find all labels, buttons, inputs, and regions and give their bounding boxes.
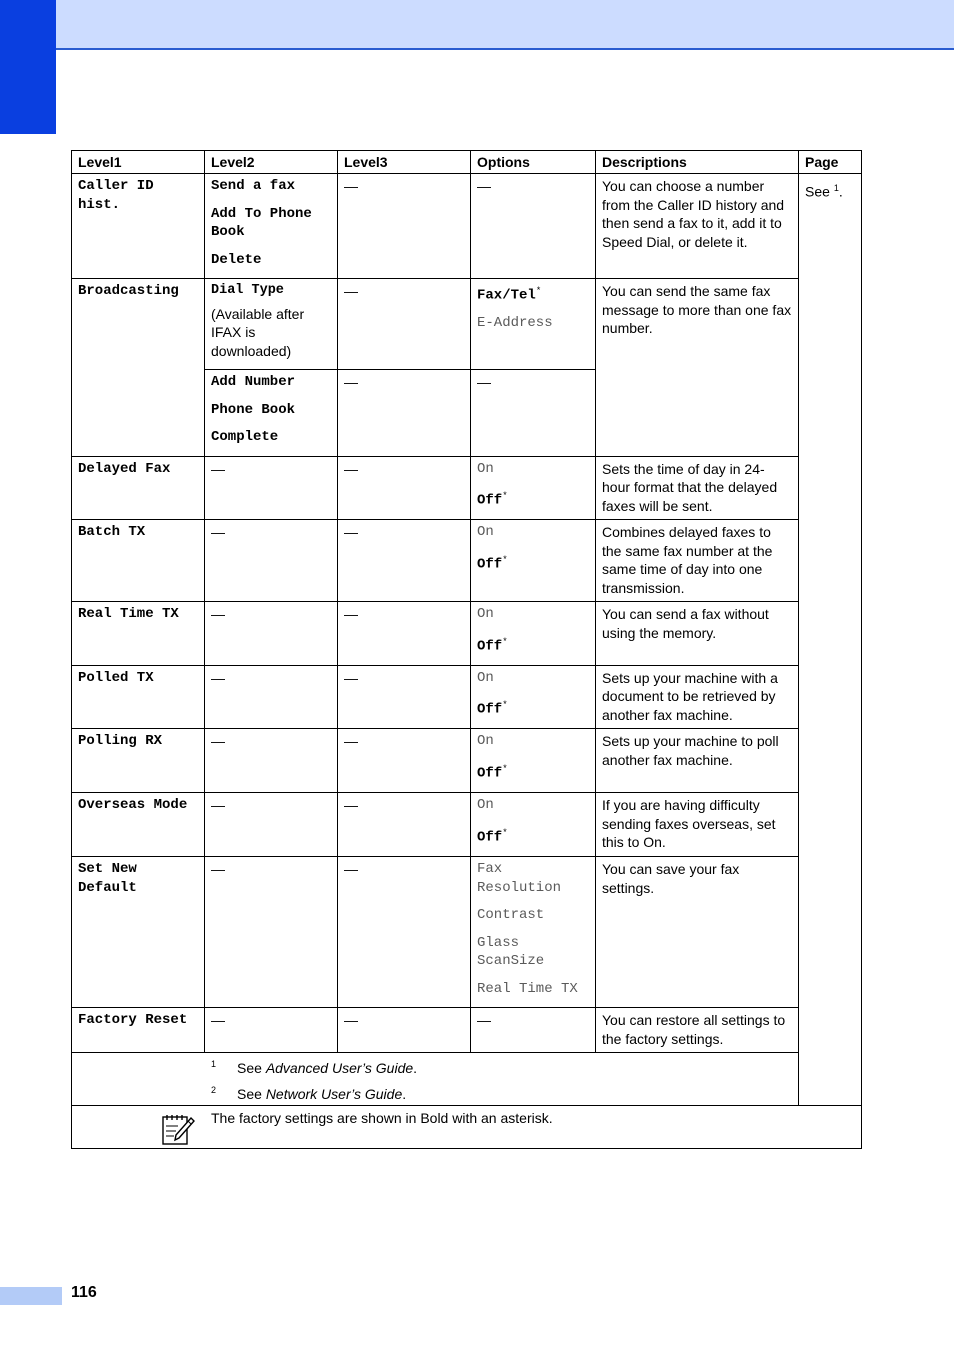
- description-cell: You can restore all settings to the factory settings.: [596, 1008, 799, 1053]
- table-header-row: [72, 151, 862, 174]
- page-cell: [799, 174, 862, 1106]
- option-item: Fax/Tel*: [477, 286, 542, 304]
- header-page: Page: [799, 151, 862, 174]
- level2-item: Delete: [211, 251, 262, 268]
- option-off-default: Off*: [477, 700, 508, 718]
- level1-cell: Batch TX: [72, 520, 205, 602]
- options-cell: —: [471, 370, 596, 457]
- option-on: On: [477, 524, 494, 541]
- option-off-default: Off*: [477, 554, 508, 573]
- option-on: On: [477, 606, 494, 623]
- header-level2: Level2: [205, 151, 338, 174]
- description-cell: Sets up your machine to poll another fax machine.: [596, 729, 799, 793]
- table-row: [72, 729, 862, 793]
- level2-item: Dial Type: [211, 283, 284, 298]
- table-row: [72, 857, 862, 1008]
- note-text: The factory settings are shown in Bold with an asterisk.: [211, 1110, 553, 1127]
- chapter-tab: [0, 0, 56, 134]
- level2-cell: [205, 370, 338, 457]
- note: [72, 1106, 861, 1148]
- level2-item: Add To Phone Book: [211, 205, 312, 240]
- option-off-default: Off*: [477, 491, 508, 509]
- note-row: [72, 1106, 862, 1149]
- fax-settings-table: [71, 150, 862, 1149]
- description-cell: If you are having difficulty sending faxes overseas, set this to On.: [596, 793, 799, 857]
- level3-cell: —: [338, 857, 471, 1008]
- level2-cell: [205, 174, 338, 279]
- page-number: 116: [71, 1284, 97, 1301]
- level1-cell: Polled TX: [72, 665, 205, 729]
- options-cell: —: [471, 174, 596, 279]
- option-item: Real Time TX: [477, 980, 578, 997]
- option-off-default: Off*: [477, 636, 508, 655]
- table-row: [72, 279, 862, 370]
- level1-cell: Delayed Fax: [72, 456, 205, 520]
- table-row: [72, 665, 862, 729]
- level3-cell: —: [338, 602, 471, 666]
- level2-item: Add Number: [211, 374, 296, 390]
- description-cell: You can choose a number from the Caller ID history and then send a fax to it, add it to Speed Dial, or delete it.: [596, 174, 799, 279]
- level3-cell: —: [338, 279, 471, 370]
- option-item: Contrast: [477, 907, 545, 924]
- level3-cell: —: [338, 174, 471, 279]
- options-cell: [471, 665, 596, 729]
- level2-cell: —: [205, 729, 338, 793]
- options-cell: [471, 857, 596, 1008]
- level2-item: Send a fax: [211, 178, 296, 194]
- options-cell: [471, 602, 596, 666]
- description-cell: Combines delayed faxes to the same fax number at the same time of day into one transmission.: [596, 520, 799, 602]
- level3-cell: —: [338, 665, 471, 729]
- level1-cell: Overseas Mode: [72, 793, 205, 857]
- header-level1: Level1: [72, 151, 205, 174]
- footnotes: 1 See Advanced User’s Guide. 2 See Network User’s Guide.: [211, 1059, 418, 1103]
- options-cell: [471, 279, 596, 370]
- header-band: [0, 0, 954, 50]
- header-options: Options: [471, 151, 596, 174]
- option-item: Glass ScanSize: [477, 934, 545, 970]
- table-row: [72, 602, 862, 666]
- header-descriptions: Descriptions: [596, 151, 799, 174]
- option-on: On: [477, 669, 494, 686]
- description-cell: Sets the time of day in 24-hour format that the delayed faxes will be sent.: [596, 456, 799, 520]
- level3-cell: —: [338, 1008, 471, 1053]
- level3-cell: —: [338, 729, 471, 793]
- description-cell: You can send the same fax message to more than one fax number.: [596, 279, 799, 457]
- option-on: On: [477, 460, 494, 477]
- level1-cell: Broadcasting: [72, 279, 205, 457]
- level1-cell: Polling RX: [72, 729, 205, 793]
- option-item: E-Address: [477, 315, 553, 332]
- page-number-tab: [0, 1287, 62, 1305]
- level2-cell: —: [205, 665, 338, 729]
- options-cell: [471, 729, 596, 793]
- options-cell: [471, 520, 596, 602]
- description-cell: You can send a fax without using the memory.: [596, 602, 799, 666]
- level1-cell: Real Time TX: [72, 602, 205, 666]
- level2-cell: —: [205, 857, 338, 1008]
- options-cell: [471, 793, 596, 857]
- level2-cell: [205, 279, 338, 370]
- level3-cell: —: [338, 793, 471, 857]
- level2-note: (Available after IFAX is downloaded): [211, 305, 305, 359]
- option-off-default: Off*: [477, 763, 508, 782]
- option-on: On: [477, 797, 494, 814]
- level2-cell: —: [205, 1008, 338, 1053]
- level3-cell: —: [338, 520, 471, 602]
- level2-cell: —: [205, 602, 338, 666]
- level2-item: Complete: [211, 429, 279, 445]
- option-off-default: Off*: [477, 827, 508, 846]
- option-on: On: [477, 733, 494, 750]
- level1-cell: Factory Reset: [72, 1008, 205, 1053]
- table-row: [72, 1008, 862, 1053]
- table-row: [72, 520, 862, 602]
- level3-cell: —: [338, 456, 471, 520]
- level1-cell: Caller ID hist.: [72, 174, 205, 279]
- option-item: Fax Resolution: [477, 861, 562, 896]
- footnotes-row: [72, 1053, 862, 1106]
- options-cell: —: [471, 1008, 596, 1053]
- table-row: [72, 793, 862, 857]
- page-ref-footnote: 1: [833, 183, 839, 193]
- description-cell: You can save your fax settings.: [596, 857, 799, 1008]
- level2-cell: —: [205, 456, 338, 520]
- level2-item: Phone Book: [211, 401, 296, 418]
- level2-cell: —: [205, 793, 338, 857]
- page-ref-prefix: See: [805, 183, 834, 200]
- options-cell: [471, 456, 596, 520]
- level2-cell: —: [205, 520, 338, 602]
- table-row: [72, 456, 862, 520]
- table-row: [72, 174, 862, 279]
- note-pencil-icon: [160, 1112, 196, 1146]
- description-cell: Sets up your machine with a document to be retrieved by another fax machine.: [596, 665, 799, 729]
- level1-cell: Set New Default: [72, 857, 205, 1008]
- page-ref-suffix: .: [838, 183, 843, 200]
- header-level3: Level3: [338, 151, 471, 174]
- level3-cell: —: [338, 370, 471, 457]
